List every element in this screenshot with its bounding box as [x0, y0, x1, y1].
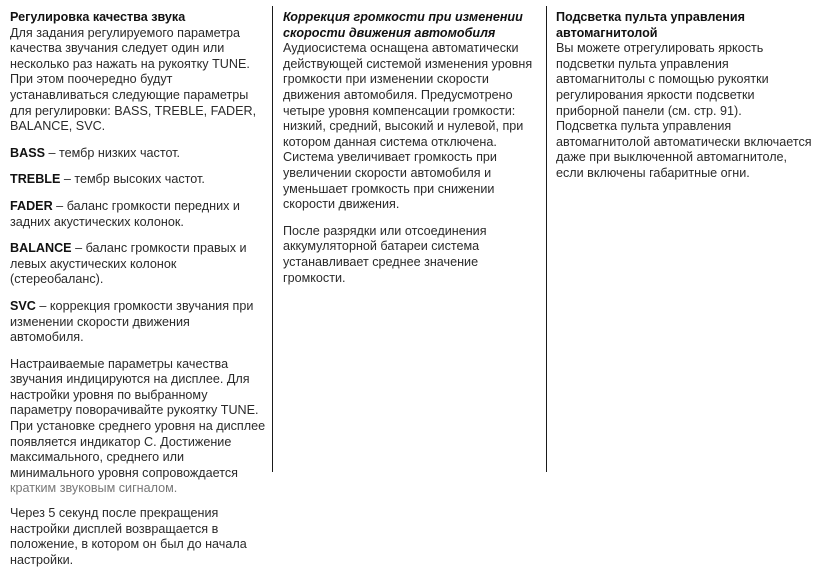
- column-volume-correction: [283, 10, 539, 293]
- section-heading-volume-correction: Коррекция громкости при изменении скорости движения автомобиля: [283, 10, 523, 40]
- column-sound-quality: [10, 10, 266, 568]
- param-desc: – баланс громкости правых и левых акустических колонок (стереобаланс).: [10, 241, 247, 287]
- volume-correction-paragraph-2: После разрядки или отсоединения аккумуляторной батареи система устанавливает среднее значение громкости.: [283, 223, 487, 285]
- display-paragraph: [10, 357, 266, 497]
- param-desc: – тембр низких частот.: [45, 145, 181, 160]
- column-backlight: [556, 10, 812, 189]
- param-balance: [10, 241, 266, 288]
- backlight-paragraph-1: Вы можете отрегулировать яркость подсветки пульта управления автомагнитолы с помощью рукоятки регулирования яркости подсветки приборной панели (см. стр. 91).: [556, 41, 769, 118]
- section-heading-sound-quality: Регулировка качества звука: [10, 10, 186, 24]
- param-svc: [10, 299, 266, 346]
- column-divider-right: [546, 6, 547, 472]
- param-bass: [10, 146, 266, 162]
- param-desc: – баланс громкости передних и задних акустических колонок.: [10, 198, 240, 229]
- param-term: SVC: [10, 298, 36, 313]
- column-divider-left: [272, 6, 273, 472]
- intro-paragraph: Для задания регулируемого параметра качества звучания следует один или несколько раз нажать на рукоятку TUNE. При этом поочередно будут устанавливаться следующие параметры для регулировки: BASS, TREBLE, FADER, BALANCE, SVC.: [10, 25, 257, 134]
- param-term: BASS: [10, 145, 45, 160]
- display-text-end: кратким звуковым сигналом.: [10, 481, 178, 496]
- param-treble: [10, 172, 266, 188]
- param-desc: – коррекция громкости звучания при изменении скорости движения автомобиля.: [10, 298, 254, 345]
- param-desc: – тембр высоких частот.: [60, 172, 205, 187]
- section-heading-backlight: Подсветка пульта управления автомагнитолой: [556, 10, 745, 40]
- param-term: TREBLE: [10, 172, 61, 187]
- param-term: FADER: [10, 198, 53, 213]
- volume-correction-paragraph-1: Аудиосистема оснащена автоматически действующей системой изменения уровня громкости при изменении скорости движения автомобиля. Предусмотрено четыре уровня компенсации громкости: низкий, средний, высокий и нулевой, при котором данная система отключена. Система увеличивает громкость при увеличении скорости автомобиля и уменьшает громкость при снижении скорости движения.: [283, 41, 533, 212]
- param-term: BALANCE: [10, 241, 72, 256]
- timeout-paragraph: Через 5 секунд после прекращения настройки дисплей возвращается в положение, в котором он был до начала настройки.: [10, 506, 247, 567]
- backlight-paragraph-2: Подсветка пульта управления автомагнитолой автоматически включается даже при выключенной автомагнитоле, если включены габаритные огни.: [556, 119, 812, 180]
- param-fader: [10, 199, 266, 230]
- display-text: Настраиваемые параметры качества звучания индицируются на дисплее. Для настройки уровня по выбранному параметру поворачивайте рукоятку TUNE. При установке среднего уровня на дисплее появляется индикатор С. Достижение максимального, среднего или минимального уровня сопровождается: [10, 356, 266, 480]
